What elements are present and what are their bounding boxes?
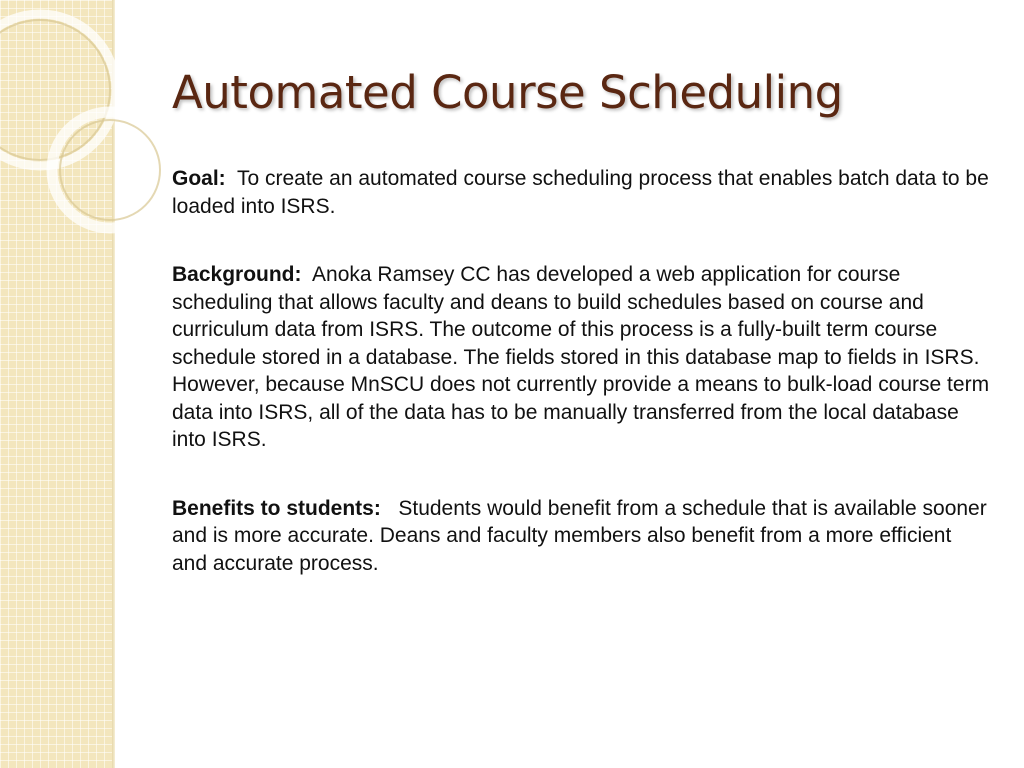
benefits-paragraph <box>172 495 992 578</box>
side-panel-pattern <box>0 0 112 768</box>
benefits-label: Benefits to students: <box>172 496 381 520</box>
background-label: Background: <box>172 263 302 286</box>
goal-text: To create an automated course scheduling process that enables batch data to be loaded into ISRS. <box>172 167 989 218</box>
background-text: Anoka Ramsey CC has developed a web application for course scheduling that allows faculty and deans to build schedules based on course and curriculum data from ISRS. The outcome of this process is a fully-built term course schedule stored in a database. The fields stored in this database map to fields in ISRS. However, because MnSCU does not currently provide a means to bulk-load course term data into ISRS, all of the data has to be manually transferred from the local database into ISRS. <box>172 263 990 451</box>
slide-body <box>172 165 992 618</box>
side-panel-edge <box>112 0 115 768</box>
slide-title: Automated Course Scheduling <box>172 66 843 119</box>
goal-label: Goal: <box>172 167 226 190</box>
background-paragraph <box>172 261 992 454</box>
goal-paragraph <box>172 165 992 220</box>
benefits-text: Students would benefit from a schedule that is available sooner and is more accurate. Deans and faculty members also benefit from a more efficient and accurate process. <box>172 496 987 575</box>
